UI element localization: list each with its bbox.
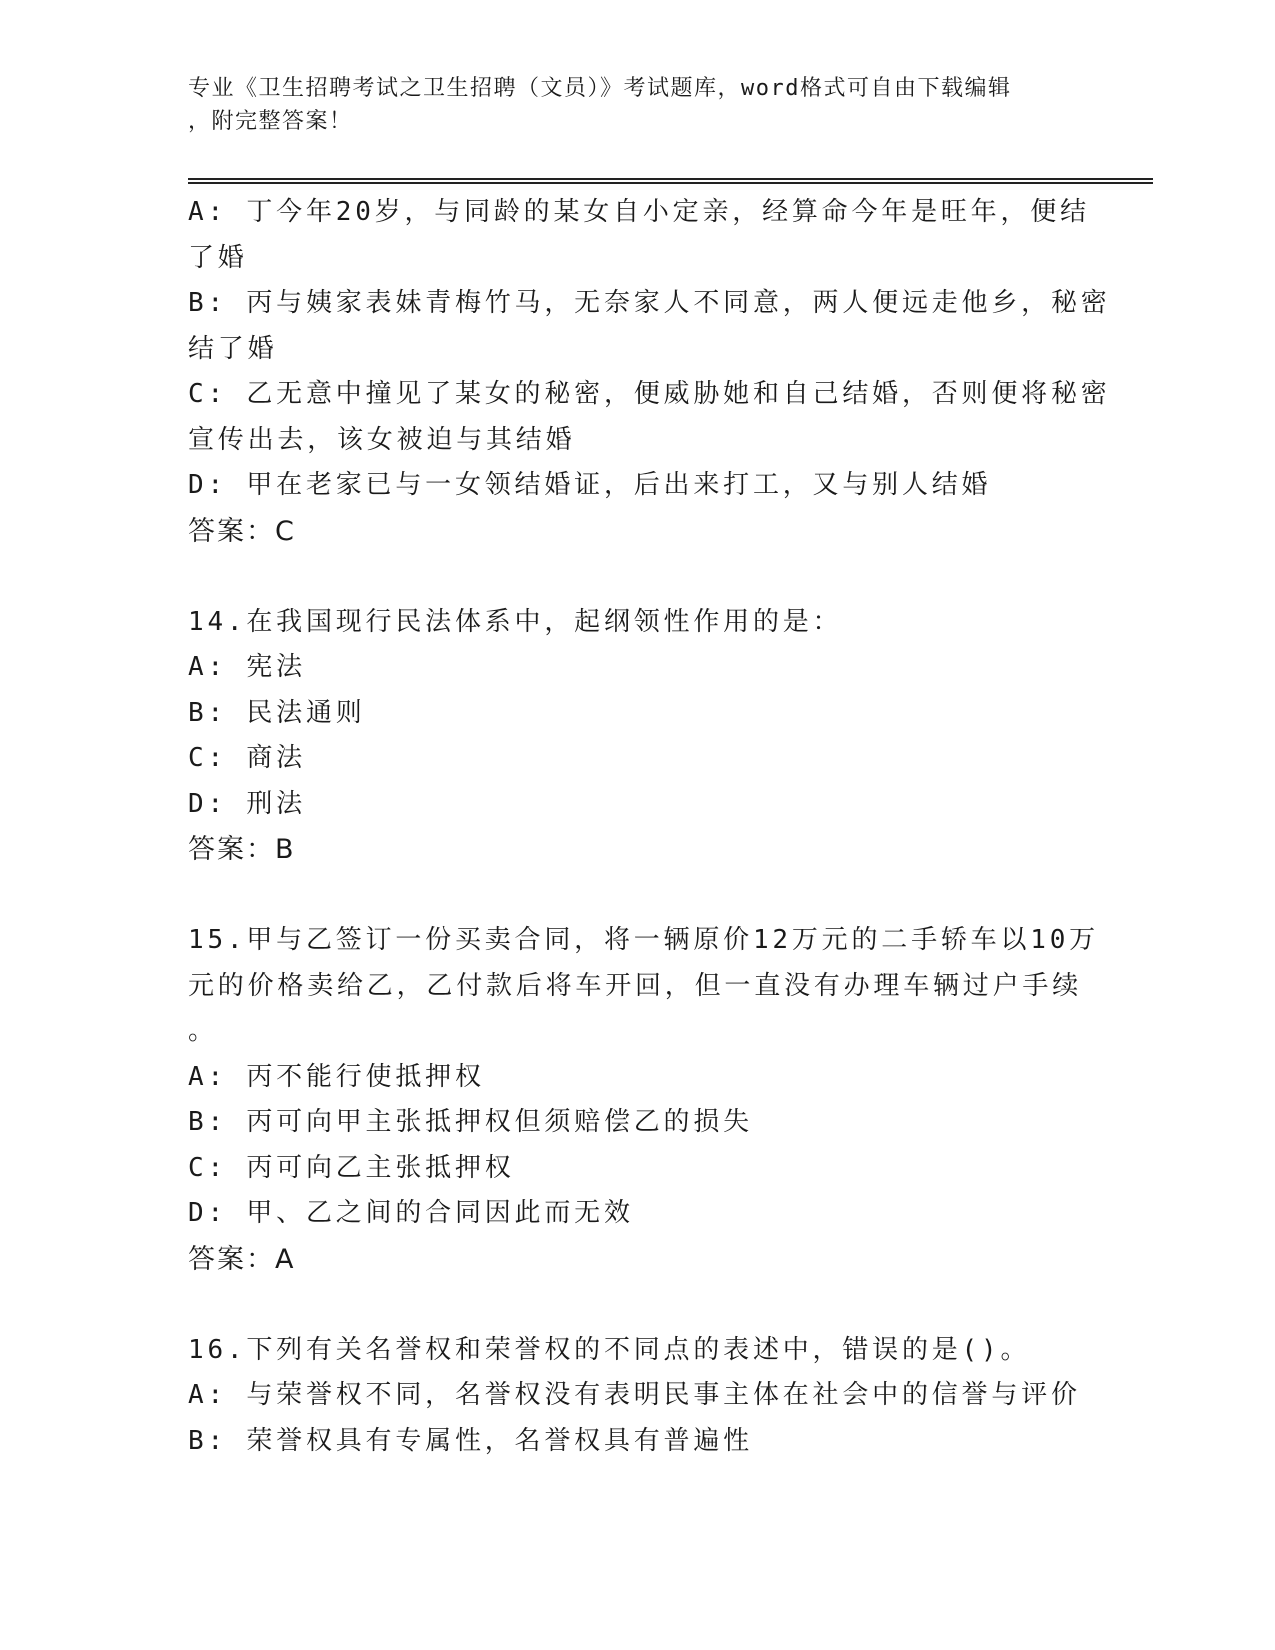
question-stem: 15.甲与乙签订一份买卖合同，将一辆原价12万元的二手轿车以10万 [188, 925, 1099, 955]
option-c-continuation: 宣传出去，该女被迫与其结婚 [188, 424, 576, 455]
question-content [188, 190, 1111, 1464]
option-b-continuation: 结了婚 [188, 333, 278, 364]
question-stem-continuation: 。 [188, 1016, 218, 1046]
option-b-line: B: 丙与姨家表妹青梅竹马，无奈家人不同意，两人便远走他乡，秘密 [188, 288, 1111, 318]
document-header: 专业《卫生招聘考试之卫生招聘（文员）》考试题库，word格式可自由下载编辑 ，附完整答案！ [188, 76, 1012, 134]
question-block-13 [188, 190, 1111, 554]
spacer [188, 873, 1078, 919]
question-block-16 [188, 1328, 1081, 1465]
question-block-14 [188, 600, 1078, 873]
option-a-line: A: 丙不能行使抵押权 [188, 1061, 485, 1092]
header-rule-bottom [188, 182, 1153, 184]
answer-line: 答案：A [188, 1243, 296, 1275]
option-a-continuation: 了婚 [188, 242, 248, 273]
question-stem: 16.下列有关名誉权和荣誉权的不同点的表述中，错误的是()。 [188, 1334, 1031, 1365]
header-double-rule [188, 178, 1153, 184]
option-b-line: B: 民法通则 [188, 697, 366, 728]
option-a-line: A: 丁今年20岁，与同龄的某女自小定亲，经算命今年是旺年，便结 [188, 197, 1090, 227]
question-stem-continuation: 元的价格卖给乙，乙付款后将车开回，但一直没有办理车辆过户手续 [188, 970, 1083, 1001]
option-c-line: C: 商法 [188, 743, 306, 773]
option-b-line: B: 荣誉权具有专属性，名誉权具有普遍性 [188, 1425, 753, 1456]
option-a-line: A: 宪法 [188, 652, 306, 682]
option-b-line: B: 丙可向甲主张抵押权但须赔偿乙的损失 [188, 1107, 753, 1137]
option-d-line: D: 甲在老家已与一女领结婚证，后出来打工，又与别人结婚 [188, 470, 992, 500]
header-rule-top [188, 178, 1153, 180]
spacer [188, 554, 1078, 600]
option-d-line: D: 甲、乙之间的合同因此而无效 [188, 1198, 634, 1228]
spacer [188, 1282, 1078, 1328]
question-stem: 14.在我国现行民法体系中，起纲领性作用的是： [188, 606, 843, 637]
question-block-15 [188, 918, 1099, 1282]
option-c-line: C: 乙无意中撞见了某女的秘密，便威胁她和自己结婚，否则便将秘密 [188, 379, 1111, 409]
option-c-line: C: 丙可向乙主张抵押权 [188, 1152, 515, 1183]
option-a-line: A: 与荣誉权不同，名誉权没有表明民事主体在社会中的信誉与评价 [188, 1380, 1081, 1410]
answer-line: 答案：B [188, 834, 296, 865]
option-d-line: D: 刑法 [188, 788, 306, 819]
answer-line: 答案：C [188, 515, 296, 547]
